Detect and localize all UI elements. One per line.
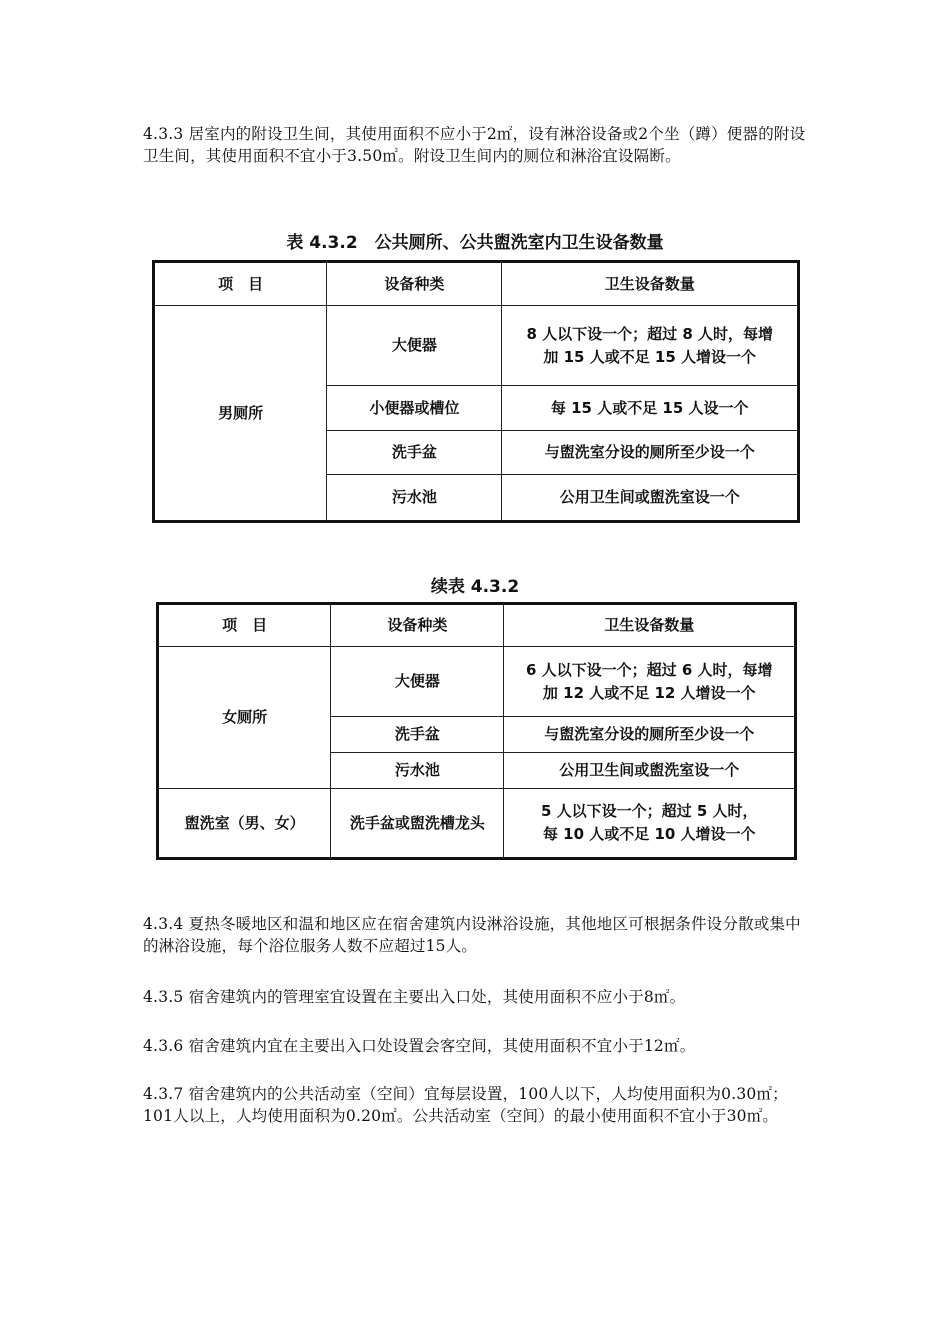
continued-table-caption: 续表 4.3.2 bbox=[430, 577, 520, 597]
equipment-type: 大便器 bbox=[327, 306, 502, 386]
equipment-type: 洗手盆 bbox=[331, 717, 504, 753]
equipment-quantity bbox=[504, 789, 796, 859]
header-item: 项 目 bbox=[154, 262, 327, 306]
table-row bbox=[154, 306, 799, 386]
quantity-line: 8 人以下设一个；超过 8 人时，每增 bbox=[526, 324, 773, 343]
equipment-quantity bbox=[504, 647, 796, 717]
group-washroom: 盥洗室（男、女） bbox=[158, 789, 331, 859]
group-womens-toilet: 女厕所 bbox=[158, 647, 331, 789]
equipment-quantity: 与盥洗室分设的厕所至少设一个 bbox=[504, 717, 796, 753]
equipment-quantity: 公用卫生间或盥洗室设一个 bbox=[504, 753, 796, 789]
table-header-row bbox=[158, 604, 796, 647]
header-item: 项 目 bbox=[158, 604, 331, 647]
equipment-quantity: 公用卫生间或盥洗室设一个 bbox=[502, 475, 799, 522]
clause-4-3-4: 4.3.4 夏热冬暖地区和温和地区应在宿舍建筑内设淋浴设施，其他地区可根据条件设分散或集中的淋浴设施，每个浴位服务人数不应超过15人。 bbox=[143, 915, 801, 955]
sanitary-equipment-table-continued bbox=[156, 602, 797, 860]
equipment-type: 小便器或槽位 bbox=[327, 386, 502, 431]
equipment-type: 污水池 bbox=[331, 753, 504, 789]
header-quantity: 卫生设备数量 bbox=[502, 262, 799, 306]
equipment-type: 污水池 bbox=[327, 475, 502, 522]
quantity-line: 每 10 人或不足 10 人增设一个 bbox=[542, 825, 756, 843]
equipment-quantity: 与盥洗室分设的厕所至少设一个 bbox=[502, 431, 799, 475]
quantity-line: 5 人以下设一个；超过 5 人时， bbox=[540, 802, 758, 820]
equipment-type: 大便器 bbox=[331, 647, 504, 717]
table-row bbox=[158, 647, 796, 717]
clause-4-3-3: 4.3.3 居室内的附设卫生间，其使用面积不应小于2㎡，设有淋浴设备或2个坐（蹲）便器的附设卫生间，其使用面积不宜小于3.50㎡。附设卫生间内的厕位和淋浴宜设隔断。 bbox=[143, 125, 806, 165]
sanitary-equipment-table bbox=[152, 260, 800, 523]
group-mens-toilet: 男厕所 bbox=[154, 306, 327, 522]
equipment-type: 洗手盆或盥洗槽龙头 bbox=[331, 789, 504, 859]
table-caption: 表 4.3.2 公共厕所、公共盥洗室内卫生设备数量 bbox=[286, 233, 664, 253]
header-quantity: 卫生设备数量 bbox=[504, 604, 796, 647]
header-equipment-type: 设备种类 bbox=[327, 262, 502, 306]
quantity-line: 加 15 人或不足 15 人增设一个 bbox=[543, 347, 757, 366]
equipment-type: 洗手盆 bbox=[327, 431, 502, 475]
clause-4-3-6: 4.3.6 宿舍建筑内宜在主要出入口处设置会客空间，其使用面积不宜小于12㎡。 bbox=[143, 1037, 696, 1055]
header-equipment-type: 设备种类 bbox=[331, 604, 504, 647]
table-header-row bbox=[154, 262, 799, 306]
equipment-quantity: 每 15 人或不足 15 人设一个 bbox=[502, 386, 799, 431]
clause-4-3-5: 4.3.5 宿舍建筑内的管理室宜设置在主要出入口处，其使用面积不应小于8㎡。 bbox=[143, 988, 686, 1006]
quantity-line: 6 人以下设一个；超过 6 人时，每增 bbox=[525, 660, 773, 679]
table-row bbox=[158, 789, 796, 859]
equipment-quantity bbox=[502, 306, 799, 386]
quantity-line: 加 12 人或不足 12 人增设一个 bbox=[542, 683, 756, 702]
clause-4-3-7: 4.3.7 宿舍建筑内的公共活动室（空间）宜每层设置，100人以下，人均使用面积为0.30㎡；101人以上，人均使用面积为0.20㎡。公共活动室（空间）的最小使用面积不宜小于30㎡。 bbox=[143, 1085, 788, 1125]
